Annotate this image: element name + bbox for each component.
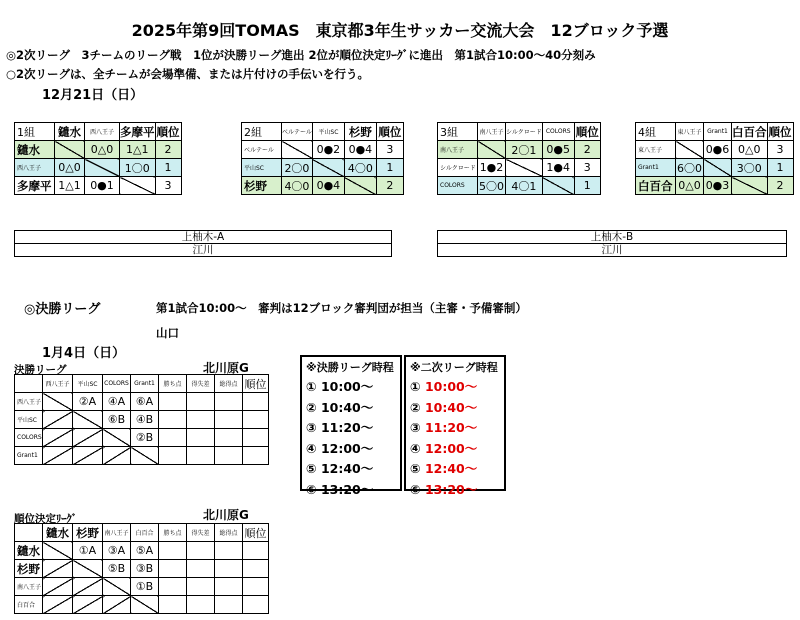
team-row-label: 西八王子 xyxy=(15,159,55,177)
result-cell: 3〇0 xyxy=(732,159,768,177)
slot-time: 11:20～ xyxy=(424,420,478,435)
match-cell xyxy=(243,596,269,614)
venue-b-line1: 上柚木-B xyxy=(438,231,786,244)
schedule-row xyxy=(306,418,396,439)
match-cell xyxy=(215,393,243,411)
match-cell: ①A xyxy=(73,542,103,560)
league-table xyxy=(14,523,269,614)
slot-number: ⑤ xyxy=(410,461,421,476)
diagonal-cell xyxy=(506,159,543,177)
col-header: 総得点 xyxy=(215,524,243,542)
team-row-label: COLORS xyxy=(15,429,43,447)
slot-time: 12:40～ xyxy=(424,461,478,476)
rank-cell: 1 xyxy=(376,159,403,177)
group-table-1 xyxy=(14,122,182,195)
match-cell: ④A xyxy=(103,393,131,411)
result-cell: 0△0 xyxy=(55,159,85,177)
slot-number: ⑥ xyxy=(410,481,421,497)
diagonal-cell xyxy=(344,177,376,195)
diagonal-cell xyxy=(103,578,131,596)
result-cell: 0△0 xyxy=(732,141,768,159)
slot-time: 13:20～ xyxy=(424,481,478,497)
col-header: 得失差 xyxy=(187,375,215,393)
match-cell xyxy=(243,447,269,465)
team-row-label: シルクロード xyxy=(438,159,478,177)
col-header: 鑓水 xyxy=(43,524,73,542)
slot-time: 10:40～ xyxy=(320,399,374,415)
slot-number: ① xyxy=(410,379,421,394)
round2-date: 12月21日（日） xyxy=(42,88,144,103)
match-cell xyxy=(243,429,269,447)
slot-number: ④ xyxy=(306,440,317,456)
league-table xyxy=(14,374,269,465)
slot-number: ① xyxy=(306,379,317,394)
col-header: 勝ち点 xyxy=(159,375,187,393)
result-cell: 1△1 xyxy=(55,177,85,195)
match-cell xyxy=(187,447,215,465)
match-cell xyxy=(215,447,243,465)
venue-bar-a xyxy=(14,230,392,257)
diagonal-cell xyxy=(478,141,506,159)
result-cell: 1△1 xyxy=(120,141,156,159)
schedule-row xyxy=(410,439,500,460)
rank-cell: 3 xyxy=(767,141,793,159)
rank-cell: 2 xyxy=(767,177,793,195)
match-cell xyxy=(187,560,215,578)
match-cell: ⑤B xyxy=(103,560,131,578)
finals-schedule-box xyxy=(300,355,402,497)
rank-header: 順位 xyxy=(156,124,180,139)
diagonal-cell xyxy=(73,578,103,596)
slot-number: ③ xyxy=(306,420,317,435)
match-cell: ③A xyxy=(103,542,131,560)
slot-time: 12:00～ xyxy=(424,440,478,456)
group-name: 4組 xyxy=(636,123,676,141)
match-cell: ⑥B xyxy=(103,411,131,429)
diagonal-cell xyxy=(103,429,131,447)
team-col-header: 南八王子 xyxy=(478,123,506,141)
diagonal-cell xyxy=(73,411,103,429)
round2-header: ◎2次リーグ 3チームのリーグ戦 1位が決勝リーグ進出 2位が順位決定ﾘｰｸﾞに進出 第1試合10:00～40分刻み xyxy=(6,48,596,62)
team-col-header: 杉野 xyxy=(344,123,376,141)
team-row-label: 白百合 xyxy=(15,596,43,614)
team-row-label: 多摩平 xyxy=(15,177,55,195)
result-cell: 6〇0 xyxy=(676,159,704,177)
schedule-row xyxy=(410,398,500,419)
team-row-label: ベルテール xyxy=(242,141,282,159)
match-cell xyxy=(243,578,269,596)
venue-a-line1: 上柚木-A xyxy=(15,231,391,244)
page-title: 2025年第9回TOMAS 東京都3年生サッカー交流大会 12ブロック予選 xyxy=(131,21,669,40)
match-cell xyxy=(187,393,215,411)
rank-cell: 2 xyxy=(155,141,181,159)
slot-number: ③ xyxy=(410,420,421,435)
diagonal-cell xyxy=(43,429,73,447)
match-cell xyxy=(215,411,243,429)
result-cell: 2〇0 xyxy=(282,159,313,177)
diagonal-cell xyxy=(73,560,103,578)
match-cell xyxy=(159,596,187,614)
slot-time: 10:00～ xyxy=(424,379,478,394)
match-cell xyxy=(215,596,243,614)
col-header: 西八王子 xyxy=(43,375,73,393)
match-cell xyxy=(187,578,215,596)
slot-number: ⑥ xyxy=(306,481,317,497)
diagonal-cell xyxy=(43,393,73,411)
diagonal-cell xyxy=(43,596,73,614)
diagonal-cell xyxy=(43,578,73,596)
match-cell xyxy=(159,447,187,465)
match-cell xyxy=(159,411,187,429)
round2-note: ○2次リーグは、全チームが会場準備、または片付けの手伝いを行う。 xyxy=(6,67,370,81)
result-cell: 0●4 xyxy=(344,141,376,159)
schedule-row xyxy=(410,418,500,439)
slot-time: 10:00～ xyxy=(320,379,374,394)
team-row-label: Grant1 xyxy=(636,159,676,177)
rank-header: 順位 xyxy=(768,124,792,139)
rank-header: 順位 xyxy=(575,124,599,139)
col-header: 南八王子 xyxy=(103,524,131,542)
match-cell xyxy=(187,542,215,560)
match-cell xyxy=(215,560,243,578)
match-cell xyxy=(159,393,187,411)
schedule-row xyxy=(306,377,396,398)
col-header: 得失差 xyxy=(187,524,215,542)
final-table-label: 決勝リーグ xyxy=(14,364,67,376)
rank-cell: 1 xyxy=(767,159,793,177)
match-cell xyxy=(243,411,269,429)
match-cell: ⑥A xyxy=(131,393,159,411)
team-col-header: 平山SC xyxy=(312,123,344,141)
group-table xyxy=(14,122,182,195)
team-row-label: 南八王子 xyxy=(438,141,478,159)
slot-time: 13:20～ xyxy=(320,481,374,497)
rank-cell: 2 xyxy=(574,141,600,159)
result-cell: 0●6 xyxy=(704,141,732,159)
schedule-row xyxy=(306,459,396,480)
result-cell: 1〇0 xyxy=(120,159,156,177)
group-table-3 xyxy=(437,122,601,195)
corner-cell xyxy=(15,375,43,393)
rank-cell: 1 xyxy=(155,159,181,177)
team-row-label: 鑓水 xyxy=(15,542,43,560)
rank-cell: 2 xyxy=(376,177,403,195)
diagonal-cell xyxy=(55,141,85,159)
result-cell: 4〇0 xyxy=(344,159,376,177)
team-col-header: 西八王子 xyxy=(85,123,120,141)
team-col-header: 多摩平 xyxy=(120,124,155,139)
team-row-label: 平山SC xyxy=(15,411,43,429)
diagonal-cell xyxy=(73,596,103,614)
rank-cell: 1 xyxy=(574,177,600,195)
match-cell xyxy=(187,411,215,429)
finals-header: ◎決勝リーグ xyxy=(24,302,101,317)
group-table xyxy=(241,122,404,195)
final-table-venue: 北川原G xyxy=(203,361,249,375)
finals-date: 1月4日（日） xyxy=(42,346,126,361)
team-col-header: ベルテール xyxy=(282,123,313,141)
diagonal-cell xyxy=(542,177,574,195)
group-table-4 xyxy=(635,122,794,195)
final-league-table xyxy=(14,374,269,465)
slot-time: 11:20～ xyxy=(320,420,374,435)
slot-number: ⑤ xyxy=(306,461,317,476)
match-cell xyxy=(187,596,215,614)
diagonal-cell xyxy=(282,141,313,159)
result-cell: 0△0 xyxy=(676,177,704,195)
team-col-header: 鑓水 xyxy=(55,123,85,141)
team-row-label: 南八王子 xyxy=(15,578,43,596)
schedule-row xyxy=(410,480,500,501)
col-header: 順位 xyxy=(243,375,269,393)
match-cell xyxy=(159,560,187,578)
diagonal-cell xyxy=(704,159,732,177)
group-table xyxy=(635,122,794,195)
placement-league-table xyxy=(14,523,269,614)
match-cell xyxy=(243,560,269,578)
finals-place: 山口 xyxy=(156,326,179,340)
result-cell: 0●4 xyxy=(312,177,344,195)
diagonal-cell xyxy=(131,447,159,465)
result-cell: 0●1 xyxy=(85,177,120,195)
diagonal-cell xyxy=(312,159,344,177)
diagonal-cell xyxy=(43,411,73,429)
result-cell: 4〇0 xyxy=(282,177,313,195)
group-name: 3組 xyxy=(438,123,478,141)
team-col-header: 白百合 xyxy=(732,124,767,139)
diagonal-cell xyxy=(131,596,159,614)
placement-table-label: 順位決定ﾘｰｸﾞ xyxy=(14,513,77,525)
col-header: COLORS xyxy=(103,375,131,393)
slot-number: ② xyxy=(306,399,317,415)
match-cell xyxy=(215,542,243,560)
group-name: 2組 xyxy=(242,123,282,141)
rank-header: 順位 xyxy=(378,124,402,139)
match-cell: ⑤A xyxy=(131,542,159,560)
diagonal-cell xyxy=(85,159,120,177)
col-header: 平山SC xyxy=(73,375,103,393)
diagonal-cell xyxy=(43,447,73,465)
rank-cell: 3 xyxy=(376,141,403,159)
venue-b-line2: 江川 xyxy=(601,244,623,256)
match-cell xyxy=(215,578,243,596)
result-cell: 0●3 xyxy=(704,177,732,195)
round2-schedule-box xyxy=(404,355,506,497)
corner-cell xyxy=(15,524,43,542)
group-table xyxy=(437,122,601,195)
rank-cell: 3 xyxy=(574,159,600,177)
diagonal-cell xyxy=(43,542,73,560)
match-cell: ①B xyxy=(131,578,159,596)
placement-table-venue: 北川原G xyxy=(203,508,249,522)
match-cell xyxy=(159,429,187,447)
slot-time: 10:40～ xyxy=(424,399,478,415)
match-cell xyxy=(159,578,187,596)
col-header: Grant1 xyxy=(131,375,159,393)
team-row-label: 東八王子 xyxy=(636,141,676,159)
diagonal-cell xyxy=(103,596,131,614)
match-cell xyxy=(243,542,269,560)
team-row-label: COLORS xyxy=(438,177,478,195)
venue-a-line2: 江川 xyxy=(192,244,214,256)
match-cell xyxy=(215,429,243,447)
col-header: 白百合 xyxy=(131,524,159,542)
slot-time: 12:00～ xyxy=(320,440,374,456)
diagonal-cell xyxy=(120,177,156,195)
team-col-header: Grant1 xyxy=(704,123,732,141)
col-header: 勝ち点 xyxy=(159,524,187,542)
team-row-label: 杉野 xyxy=(242,177,282,195)
result-cell: 5〇0 xyxy=(478,177,506,195)
schedule-row xyxy=(306,480,396,501)
result-cell: 4〇1 xyxy=(506,177,543,195)
schedule-row xyxy=(306,439,396,460)
group-table-2 xyxy=(241,122,404,195)
match-cell xyxy=(159,542,187,560)
match-cell: ②A xyxy=(73,393,103,411)
slot-number: ② xyxy=(410,399,421,415)
team-row-label: 西八王子 xyxy=(15,393,43,411)
schedule-row xyxy=(306,398,396,419)
team-col-header: 東八王子 xyxy=(676,123,704,141)
schedule-row xyxy=(410,459,500,480)
diagonal-cell xyxy=(43,560,73,578)
match-cell: ②B xyxy=(131,429,159,447)
team-row-label: Grant1 xyxy=(15,447,43,465)
col-header: 順位 xyxy=(243,524,269,542)
team-row-label: 平山SC xyxy=(242,159,282,177)
slot-number: ④ xyxy=(410,440,421,456)
slot-time: 12:40～ xyxy=(320,461,374,476)
match-cell: ③B xyxy=(131,560,159,578)
schedule-row xyxy=(410,377,500,398)
result-cell: 0●5 xyxy=(542,141,574,159)
diagonal-cell xyxy=(73,447,103,465)
diagonal-cell xyxy=(676,141,704,159)
team-row-label: 杉野 xyxy=(15,560,43,578)
team-col-header: COLORS xyxy=(542,123,574,141)
diagonal-cell xyxy=(103,447,131,465)
result-cell: 1●4 xyxy=(542,159,574,177)
diagonal-cell xyxy=(73,429,103,447)
team-col-header: シルクロード xyxy=(506,123,543,141)
group-name: 1組 xyxy=(15,123,55,141)
diagonal-cell xyxy=(732,177,768,195)
rank-cell: 3 xyxy=(155,177,181,195)
venue-bar-b xyxy=(437,230,787,257)
schedule-title: ※二次リーグ時程 xyxy=(410,361,498,374)
result-cell: 0△0 xyxy=(85,141,120,159)
team-row-label: 白百合 xyxy=(636,177,676,195)
result-cell: 2〇1 xyxy=(506,141,543,159)
finals-info: 第1試合10:00～ 審判は12ブロック審判団が担当（主審・予備審制） xyxy=(156,301,527,315)
match-cell: ④B xyxy=(131,411,159,429)
team-row-label: 鑓水 xyxy=(15,141,55,159)
result-cell: 1●2 xyxy=(478,159,506,177)
match-cell xyxy=(187,429,215,447)
schedule-title: ※決勝リーグ時程 xyxy=(306,361,394,374)
match-cell xyxy=(243,393,269,411)
col-header: 総得点 xyxy=(215,375,243,393)
result-cell: 0●2 xyxy=(312,141,344,159)
col-header: 杉野 xyxy=(73,524,103,542)
